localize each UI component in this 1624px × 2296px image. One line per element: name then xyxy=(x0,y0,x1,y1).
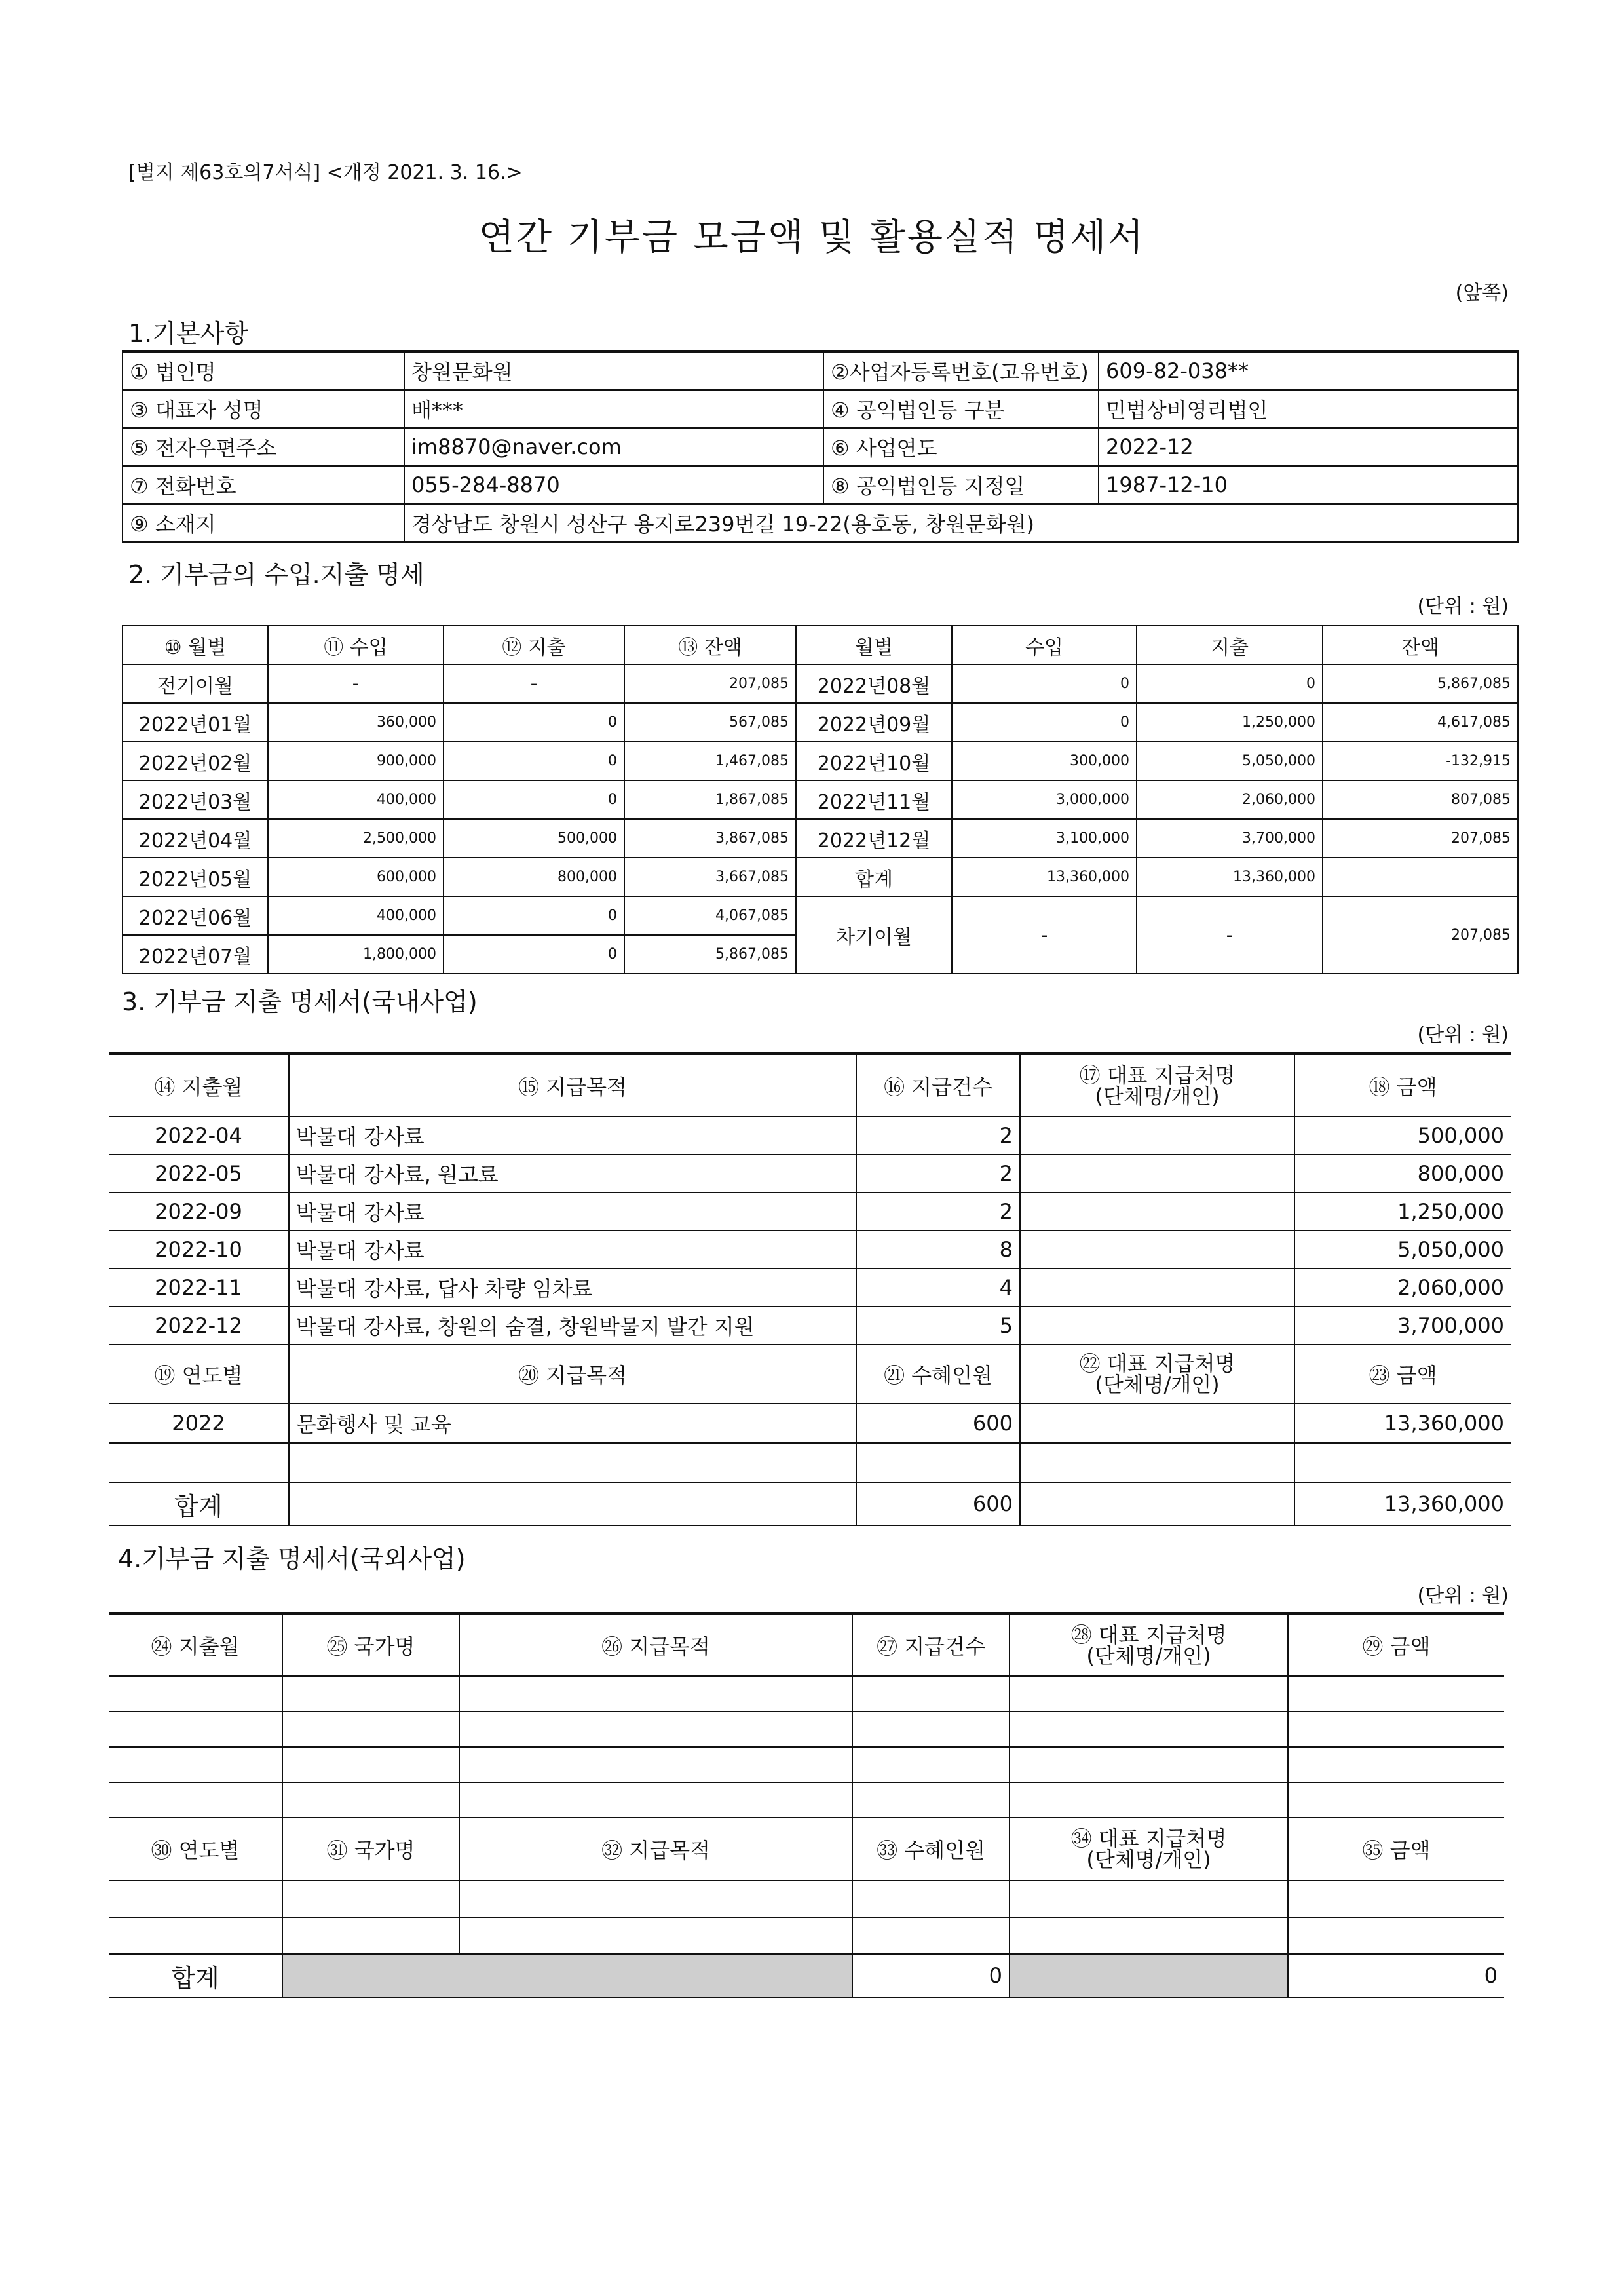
purpose-cell: 박물대 강사료, 창원의 숨결, 창원박물지 발간 지원 xyxy=(289,1307,856,1345)
table-header-row xyxy=(109,1818,1504,1881)
column-header xyxy=(1010,1613,1288,1676)
field-label: ②사업자등록번호(고유번호) xyxy=(823,351,1099,390)
column-header: ㉚ 연도별 xyxy=(109,1818,282,1881)
empty-cell xyxy=(1288,1917,1504,1954)
section2-title: 2. 기부금의 수입.지출 명세 xyxy=(128,560,425,589)
amount-cell: 3,100,000 xyxy=(952,819,1137,858)
table-row xyxy=(109,1117,1511,1155)
amount-cell: -132,915 xyxy=(1323,742,1518,780)
amount-cell: 0 xyxy=(444,935,624,974)
field-value: 경상남도 창원시 성산구 용지로239번길 19-22(용호동, 창원문화원) xyxy=(404,504,1518,542)
page-side-label: (앞쪽) xyxy=(1455,282,1509,305)
count-cell: 2 xyxy=(856,1117,1020,1155)
basic-info-table xyxy=(122,350,1519,543)
empty-cell xyxy=(1010,1747,1288,1782)
empty-cell xyxy=(109,1676,282,1712)
purpose-cell: 박물대 강사료, 원고료 xyxy=(289,1155,856,1193)
table-row xyxy=(123,819,1518,858)
column-header: ⑬ 잔액 xyxy=(624,626,796,664)
count-cell: 5 xyxy=(856,1307,1020,1345)
count-cell: 600 xyxy=(856,1482,1020,1525)
amount-cell: 2,060,000 xyxy=(1294,1269,1511,1307)
column-header xyxy=(1020,1054,1294,1117)
amount-cell: 600,000 xyxy=(268,858,444,896)
table-row xyxy=(123,896,1518,935)
empty-cell xyxy=(856,1443,1020,1482)
section4-unit: (단위 : 원) xyxy=(1417,1584,1509,1607)
amount-cell: 13,360,000 xyxy=(952,858,1137,896)
empty-cell xyxy=(1294,1443,1511,1482)
column-header: 월별 xyxy=(796,626,952,664)
table-row xyxy=(109,1404,1511,1443)
purpose-cell: 문화행사 및 교육 xyxy=(289,1404,856,1443)
month-cell: 2022년01월 xyxy=(123,703,268,742)
amount-cell: 360,000 xyxy=(268,703,444,742)
table-row xyxy=(123,390,1518,428)
header-line: (단체명/개인) xyxy=(1086,1643,1211,1668)
amount-cell: 13,360,000 xyxy=(1294,1404,1511,1443)
amount-cell: 0 xyxy=(952,703,1137,742)
column-header: 수입 xyxy=(952,626,1137,664)
table-row xyxy=(123,780,1518,819)
count-cell: 600 xyxy=(856,1404,1020,1443)
amount-cell: 207,085 xyxy=(1323,819,1518,858)
amount-cell: 500,000 xyxy=(1294,1117,1511,1155)
section4-title: 4.기부금 지출 명세서(국외사업) xyxy=(118,1544,466,1573)
month-cell: 2022년04월 xyxy=(123,819,268,858)
amount-cell: 300,000 xyxy=(952,742,1137,780)
amount-cell: 0 xyxy=(952,664,1137,703)
amount-cell: 800,000 xyxy=(444,858,624,896)
empty-cell xyxy=(852,1676,1010,1712)
empty-cell xyxy=(1010,1881,1288,1917)
field-label: ④ 공익법인등 구분 xyxy=(823,390,1099,428)
amount-cell: 13,360,000 xyxy=(1137,858,1323,896)
empty-cell xyxy=(1010,1782,1288,1818)
section3-unit: (단위 : 원) xyxy=(1417,1024,1509,1046)
empty-cell xyxy=(1288,1676,1504,1712)
payee-cell xyxy=(1020,1117,1294,1155)
column-header: ⑲ 연도별 xyxy=(109,1345,289,1404)
table-header-row xyxy=(109,1054,1511,1117)
empty-cell xyxy=(282,1881,459,1917)
section1-title: 1.기본사항 xyxy=(128,319,249,348)
empty-cell xyxy=(109,1917,282,1954)
amount-cell: 1,800,000 xyxy=(268,935,444,974)
month-cell: 2022년08월 xyxy=(796,664,952,703)
empty-cell xyxy=(852,1881,1010,1917)
payee-cell xyxy=(1020,1269,1294,1307)
empty-cell xyxy=(459,1881,852,1917)
header-line: (단체명/개인) xyxy=(1095,1372,1220,1397)
amount-cell: 0 xyxy=(1137,664,1323,703)
payee-cell xyxy=(1020,1231,1294,1269)
empty-cell xyxy=(852,1917,1010,1954)
overseas-expense-table xyxy=(109,1612,1504,1998)
column-header: ⑱ 금액 xyxy=(1294,1054,1511,1117)
column-header: ㉜ 지급목적 xyxy=(459,1818,852,1881)
amount-cell: 500,000 xyxy=(444,819,624,858)
amount-cell: 3,867,085 xyxy=(624,819,796,858)
payee-cell xyxy=(1020,1193,1294,1231)
amount-cell: 0 xyxy=(444,742,624,780)
amount-cell: - xyxy=(444,664,624,703)
table-row xyxy=(109,1747,1504,1782)
empty-cell xyxy=(1288,1747,1504,1782)
amount-cell: 1,250,000 xyxy=(1294,1193,1511,1231)
count-cell: 4 xyxy=(856,1269,1020,1307)
empty-cell xyxy=(109,1782,282,1818)
table-row xyxy=(123,858,1518,896)
column-header xyxy=(1020,1345,1294,1404)
table-row xyxy=(109,1881,1504,1917)
empty-cell xyxy=(459,1747,852,1782)
amount-cell: 400,000 xyxy=(268,780,444,819)
column-header: ㉖ 지급목적 xyxy=(459,1613,852,1676)
amount-cell: 5,867,085 xyxy=(1323,664,1518,703)
amount-cell: 2,060,000 xyxy=(1137,780,1323,819)
shaded-cell xyxy=(282,1954,852,1997)
empty-cell xyxy=(282,1676,459,1712)
column-header: ㉕ 국가명 xyxy=(282,1613,459,1676)
table-row xyxy=(109,1307,1511,1345)
column-header: ㉗ 지급건수 xyxy=(852,1613,1010,1676)
month-cell: 2022-10 xyxy=(109,1231,289,1269)
total-label: 합계 xyxy=(109,1482,289,1525)
month-cell: 2022-05 xyxy=(109,1155,289,1193)
empty-cell xyxy=(109,1747,282,1782)
amount-cell: 400,000 xyxy=(268,896,444,935)
empty-cell xyxy=(289,1443,856,1482)
empty-cell xyxy=(289,1482,856,1525)
column-header: ㉟ 금액 xyxy=(1288,1818,1504,1881)
amount-cell: 1,250,000 xyxy=(1137,703,1323,742)
amount-cell: 800,000 xyxy=(1294,1155,1511,1193)
amount-cell: 3,667,085 xyxy=(624,858,796,896)
month-cell: 2022년02월 xyxy=(123,742,268,780)
amount-cell: 207,085 xyxy=(624,664,796,703)
column-header: ㉛ 국가명 xyxy=(282,1818,459,1881)
purpose-cell: 박물대 강사료 xyxy=(289,1117,856,1155)
field-value: 2022-12 xyxy=(1099,428,1518,466)
count-cell: 8 xyxy=(856,1231,1020,1269)
table-row xyxy=(109,1155,1511,1193)
column-header: ⑫ 지출 xyxy=(444,626,624,664)
carry-label: 차기이월 xyxy=(796,896,952,974)
empty-cell xyxy=(1288,1782,1504,1818)
empty-cell xyxy=(1020,1443,1294,1482)
empty-cell xyxy=(1288,1712,1504,1747)
header-line: (단체명/개인) xyxy=(1086,1847,1211,1872)
empty-cell xyxy=(852,1747,1010,1782)
field-label: ⑨ 소재지 xyxy=(123,504,404,542)
table-row xyxy=(109,1917,1504,1954)
amount-cell: 3,000,000 xyxy=(952,780,1137,819)
empty-cell xyxy=(109,1712,282,1747)
month-cell: 2022년10월 xyxy=(796,742,952,780)
month-cell: 2022년09월 xyxy=(796,703,952,742)
table-row xyxy=(109,1782,1504,1818)
count-cell: 2 xyxy=(856,1155,1020,1193)
empty-cell xyxy=(1288,1881,1504,1917)
column-header: 잔액 xyxy=(1323,626,1518,664)
amount-cell: 0 xyxy=(444,780,624,819)
empty-cell xyxy=(282,1747,459,1782)
field-value: 민법상비영리법인 xyxy=(1099,390,1518,428)
table-row xyxy=(109,1193,1511,1231)
purpose-cell: 박물대 강사료, 답사 차량 임차료 xyxy=(289,1269,856,1307)
month-cell: 2022년07월 xyxy=(123,935,268,974)
table-row xyxy=(109,1712,1504,1747)
table-row xyxy=(109,1676,1504,1712)
amount-cell: 807,085 xyxy=(1323,780,1518,819)
amount-cell: 3,700,000 xyxy=(1294,1307,1511,1345)
field-value: 055-284-8870 xyxy=(404,466,823,504)
empty-cell xyxy=(282,1782,459,1818)
empty-cell xyxy=(459,1676,852,1712)
empty-cell xyxy=(282,1712,459,1747)
column-header: ⑩ 월별 xyxy=(123,626,268,664)
column-header: ⑪ 수입 xyxy=(268,626,444,664)
form-number: [별지 제63호의7서식] <개정 2021. 3. 16.> xyxy=(128,161,523,184)
total-row xyxy=(109,1482,1511,1525)
field-label: ⑥ 사업연도 xyxy=(823,428,1099,466)
column-header: ㉝ 수혜인원 xyxy=(852,1818,1010,1881)
field-value: 1987-12-10 xyxy=(1099,466,1518,504)
amount-cell: 13,360,000 xyxy=(1294,1482,1511,1525)
header-line: ㉞ 대표 지급처명 xyxy=(1070,1826,1227,1851)
section3-title: 3. 기부금 지출 명세서(국내사업) xyxy=(122,987,478,1016)
empty-cell xyxy=(1010,1917,1288,1954)
year-cell: 2022 xyxy=(109,1404,289,1443)
shaded-cell xyxy=(1010,1954,1288,1997)
amount-cell: 1,467,085 xyxy=(624,742,796,780)
amount-cell: 0 xyxy=(444,896,624,935)
table-row xyxy=(123,664,1518,703)
month-cell: 2022년12월 xyxy=(796,819,952,858)
header-line: (단체명/개인) xyxy=(1095,1083,1220,1109)
amount-cell: 5,050,000 xyxy=(1294,1231,1511,1269)
empty-cell xyxy=(852,1712,1010,1747)
empty-cell xyxy=(852,1782,1010,1818)
column-header: ㉙ 금액 xyxy=(1288,1613,1504,1676)
count-cell: 0 xyxy=(852,1954,1010,1997)
total-label: 합계 xyxy=(109,1954,282,1997)
column-header: ⑮ 지급목적 xyxy=(289,1054,856,1117)
column-header: ⑭ 지출월 xyxy=(109,1054,289,1117)
table-header-row xyxy=(123,626,1518,664)
field-value: 창원문화원 xyxy=(404,351,823,390)
table-row xyxy=(123,742,1518,780)
month-cell: 전기이월 xyxy=(123,664,268,703)
month-cell: 2022-04 xyxy=(109,1117,289,1155)
month-cell: 합계 xyxy=(796,858,952,896)
column-header: ㉑ 수혜인원 xyxy=(856,1345,1020,1404)
table-row xyxy=(123,428,1518,466)
payee-cell xyxy=(1020,1307,1294,1345)
column-header: ⑯ 지급건수 xyxy=(856,1054,1020,1117)
field-value: 배*** xyxy=(404,390,823,428)
table-row xyxy=(109,1443,1511,1482)
column-header: ㉔ 지출월 xyxy=(109,1613,282,1676)
payee-cell xyxy=(1020,1155,1294,1193)
amount-cell: - xyxy=(1137,896,1323,974)
table-header-row xyxy=(109,1345,1511,1404)
amount-cell: 3,700,000 xyxy=(1137,819,1323,858)
field-label: ⑤ 전자우편주소 xyxy=(123,428,404,466)
amount-cell: 5,867,085 xyxy=(624,935,796,974)
empty-cell xyxy=(1010,1676,1288,1712)
field-label: ⑧ 공익법인등 지정일 xyxy=(823,466,1099,504)
table-header-row xyxy=(109,1613,1504,1676)
empty-cell xyxy=(282,1917,459,1954)
header-line: ⑰ 대표 지급처명 xyxy=(1079,1062,1236,1088)
amount-cell: 567,085 xyxy=(624,703,796,742)
month-cell: 2022년03월 xyxy=(123,780,268,819)
month-cell: 2022-09 xyxy=(109,1193,289,1231)
payee-cell xyxy=(1020,1404,1294,1443)
empty-cell xyxy=(1010,1712,1288,1747)
field-label: ⑦ 전화번호 xyxy=(123,466,404,504)
table-row xyxy=(109,1231,1511,1269)
amount-cell: 207,085 xyxy=(1323,896,1518,974)
purpose-cell: 박물대 강사료 xyxy=(289,1193,856,1231)
amount-cell: 0 xyxy=(1288,1954,1504,1997)
empty-cell xyxy=(109,1443,289,1482)
month-cell: 2022년11월 xyxy=(796,780,952,819)
header-line: ㉘ 대표 지급처명 xyxy=(1070,1622,1227,1647)
field-label: ③ 대표자 성명 xyxy=(123,390,404,428)
column-header: ⑳ 지급목적 xyxy=(289,1345,856,1404)
income-expense-table xyxy=(122,625,1519,974)
amount-cell: - xyxy=(952,896,1137,974)
domestic-expense-table xyxy=(109,1052,1511,1526)
amount-cell: 1,867,085 xyxy=(624,780,796,819)
purpose-cell: 박물대 강사료 xyxy=(289,1231,856,1269)
amount-cell xyxy=(1323,858,1518,896)
empty-cell xyxy=(459,1917,852,1954)
month-cell: 2022-11 xyxy=(109,1269,289,1307)
field-value: 609-82-038** xyxy=(1099,351,1518,390)
table-row xyxy=(123,466,1518,504)
month-cell: 2022년06월 xyxy=(123,896,268,935)
field-label: ① 법인명 xyxy=(123,351,404,390)
column-header xyxy=(1010,1818,1288,1881)
amount-cell: - xyxy=(268,664,444,703)
document-title: 연간 기부금 모금액 및 활용실적 명세서 xyxy=(478,216,1146,259)
empty-cell xyxy=(459,1782,852,1818)
amount-cell: 5,050,000 xyxy=(1137,742,1323,780)
amount-cell: 2,500,000 xyxy=(268,819,444,858)
column-header: ㉓ 금액 xyxy=(1294,1345,1511,1404)
empty-cell xyxy=(1020,1482,1294,1525)
table-row xyxy=(123,703,1518,742)
count-cell: 2 xyxy=(856,1193,1020,1231)
empty-cell xyxy=(109,1881,282,1917)
table-row xyxy=(123,504,1518,542)
total-row xyxy=(109,1954,1504,1997)
field-value: im8870@naver.com xyxy=(404,428,823,466)
table-row xyxy=(109,1269,1511,1307)
amount-cell: 4,617,085 xyxy=(1323,703,1518,742)
month-cell: 2022년05월 xyxy=(123,858,268,896)
amount-cell: 900,000 xyxy=(268,742,444,780)
month-cell: 2022-12 xyxy=(109,1307,289,1345)
amount-cell: 0 xyxy=(444,703,624,742)
column-header: 지출 xyxy=(1137,626,1323,664)
empty-cell xyxy=(459,1712,852,1747)
section2-unit: (단위 : 원) xyxy=(1417,595,1509,618)
header-line: ㉒ 대표 지급처명 xyxy=(1079,1351,1236,1376)
table-row xyxy=(123,351,1518,390)
amount-cell: 4,067,085 xyxy=(624,896,796,935)
